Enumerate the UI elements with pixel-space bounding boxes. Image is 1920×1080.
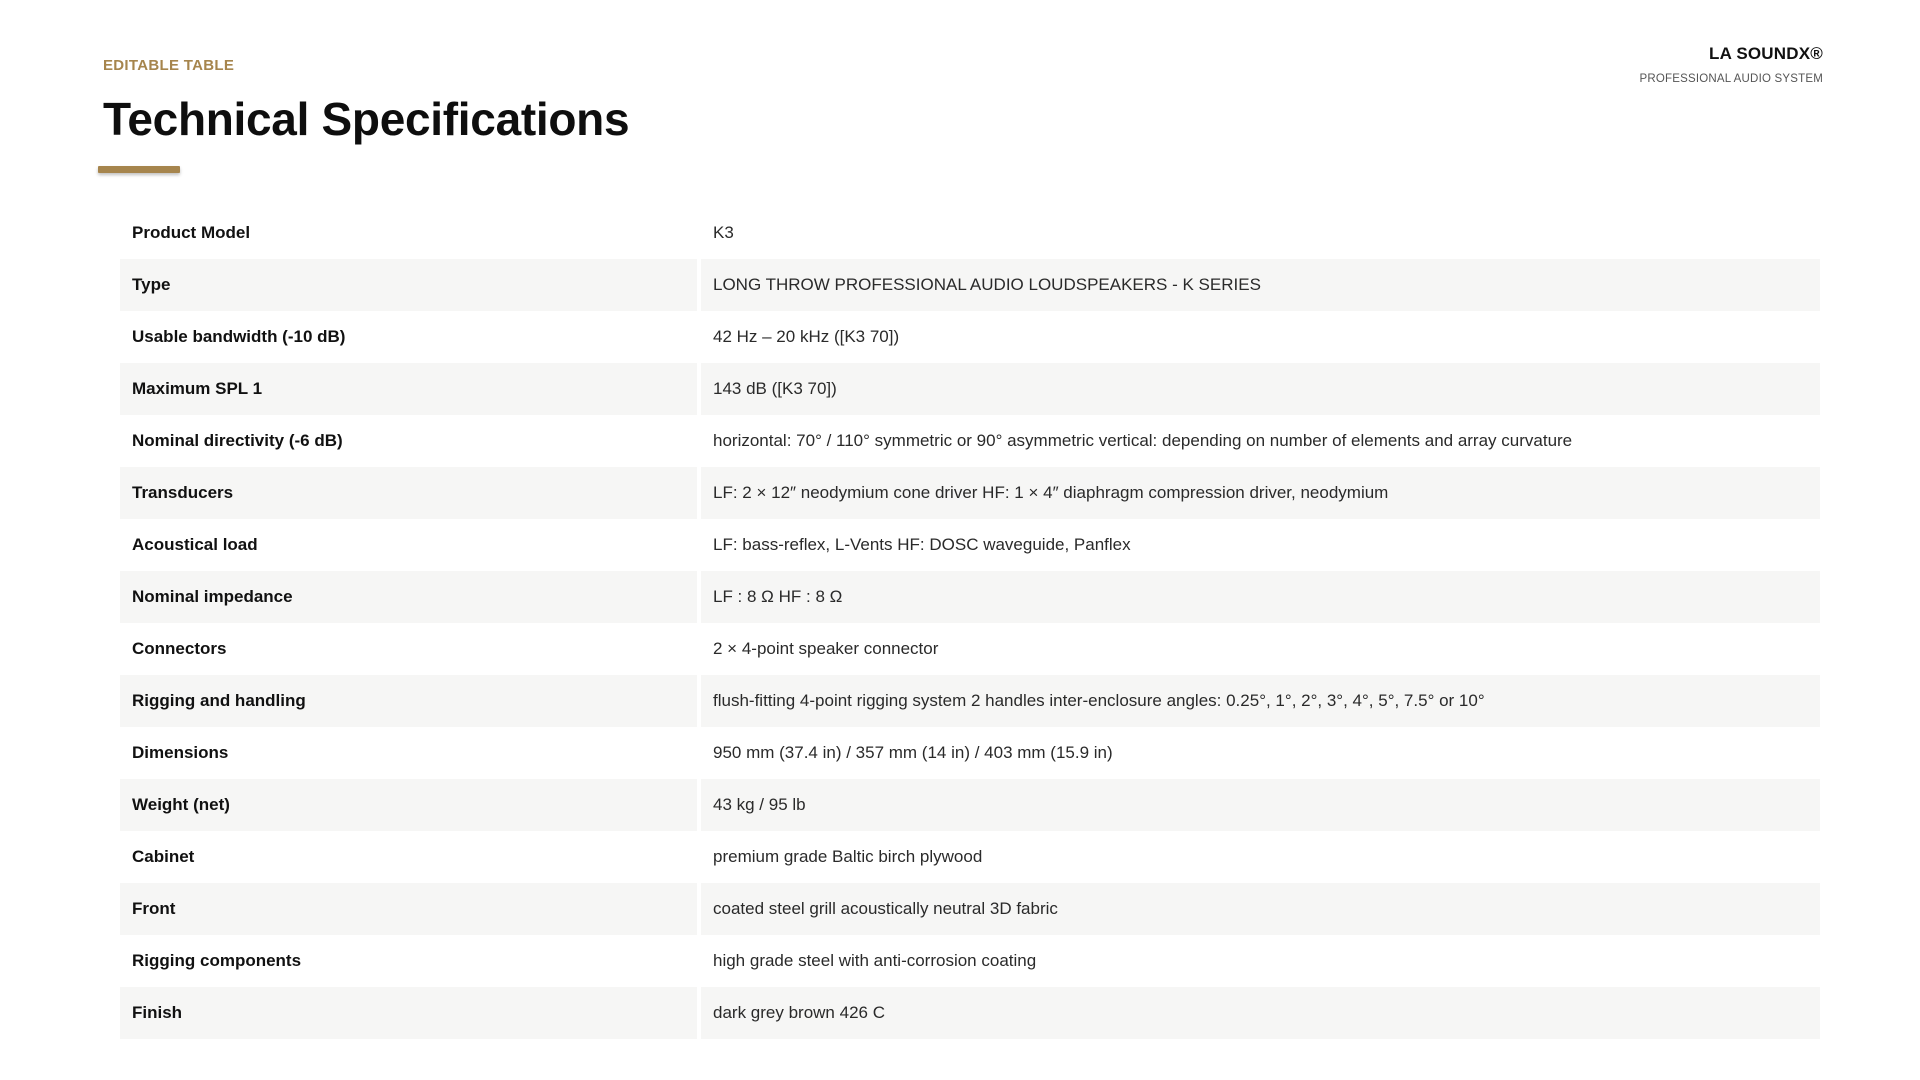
table-row <box>120 571 1820 623</box>
table-row <box>120 883 1820 935</box>
table-row <box>120 259 1820 311</box>
spec-table-body <box>120 207 1820 1039</box>
spec-label[interactable]: Acoustical load <box>132 535 258 554</box>
table-row <box>120 623 1820 675</box>
spec-value[interactable]: coated steel grill acoustically neutral 3D fabric <box>701 883 1820 935</box>
spec-value[interactable]: horizontal: 70° / 110° symmetric or 90° asymmetric vertical: depending on number of elements and array curvature <box>713 431 1573 450</box>
table-row <box>120 935 1820 987</box>
spec-label[interactable]: Finish <box>120 987 697 1039</box>
spec-label[interactable]: Connectors <box>132 639 227 658</box>
brand-tagline: PROFESSIONAL AUDIO SYSTEM <box>1639 73 1823 85</box>
table-row <box>120 675 1820 727</box>
spec-value[interactable]: 43 kg / 95 lb <box>701 779 1820 831</box>
spec-label[interactable]: Type <box>120 259 697 311</box>
spec-label[interactable]: Front <box>120 883 697 935</box>
table-row <box>120 987 1820 1039</box>
table-row <box>120 519 1820 571</box>
spec-value[interactable]: dark grey brown 426 C <box>701 987 1820 1039</box>
table-row <box>120 831 1820 883</box>
spec-value[interactable]: flush-fitting 4-point rigging system 2 handles inter-enclosure angles: 0.25°, 1°, 2°, 3°, 4°, 5°, 7.5° or 10° <box>701 675 1820 727</box>
spec-label[interactable]: Usable bandwidth (-10 dB) <box>132 327 346 346</box>
spec-value[interactable]: LONG THROW PROFESSIONAL AUDIO LOUDSPEAKERS - K SERIES <box>701 259 1820 311</box>
spec-value[interactable]: 2 × 4-point speaker connector <box>713 639 939 658</box>
spec-label[interactable]: Rigging components <box>132 951 302 970</box>
spec-value[interactable]: high grade steel with anti-corrosion coating <box>713 951 1037 970</box>
eyebrow-label: EDITABLE TABLE <box>103 57 235 74</box>
spec-label[interactable]: Transducers <box>120 467 697 519</box>
spec-table <box>120 207 1820 1039</box>
table-row <box>120 363 1820 415</box>
spec-label[interactable]: Dimensions <box>132 743 229 762</box>
spec-label[interactable]: Rigging and handling <box>120 675 697 727</box>
table-row <box>120 311 1820 363</box>
table-row <box>120 727 1820 779</box>
brand-name: LA SOUNDX® <box>1708 44 1823 63</box>
spec-value[interactable]: K3 <box>713 223 734 242</box>
spec-value[interactable]: 143 dB ([K3 70]) <box>701 363 1820 415</box>
title-underline-accent <box>98 166 180 173</box>
spec-value[interactable]: LF: 2 × 12″ neodymium cone driver HF: 1 × 4″ diaphragm compression driver, neodymium <box>701 467 1820 519</box>
spec-value[interactable]: LF: bass-reflex, L-Vents HF: DOSC waveguide, Panflex <box>713 535 1131 554</box>
spec-label[interactable]: Maximum SPL 1 <box>120 363 697 415</box>
page-title: Technical Specifications <box>103 93 630 145</box>
spec-value[interactable]: 42 Hz – 20 kHz ([K3 70]) <box>713 327 900 346</box>
spec-label[interactable]: Nominal impedance <box>120 571 697 623</box>
table-row <box>120 207 1820 259</box>
brand-block <box>1639 44 1823 85</box>
spec-value[interactable]: 950 mm (37.4 in) / 357 mm (14 in) / 403 mm (15.9 in) <box>713 743 1113 762</box>
table-row <box>120 467 1820 519</box>
table-row <box>120 415 1820 467</box>
spec-value[interactable]: LF : 8 Ω HF : 8 Ω <box>701 571 1820 623</box>
spec-value[interactable]: premium grade Baltic birch plywood <box>713 847 983 866</box>
table-row <box>120 779 1820 831</box>
spec-label[interactable]: Cabinet <box>132 847 195 866</box>
spec-label[interactable]: Nominal directivity (-6 dB) <box>132 431 343 450</box>
spec-label[interactable]: Weight (net) <box>120 779 697 831</box>
spec-label[interactable]: Product Model <box>132 223 251 242</box>
